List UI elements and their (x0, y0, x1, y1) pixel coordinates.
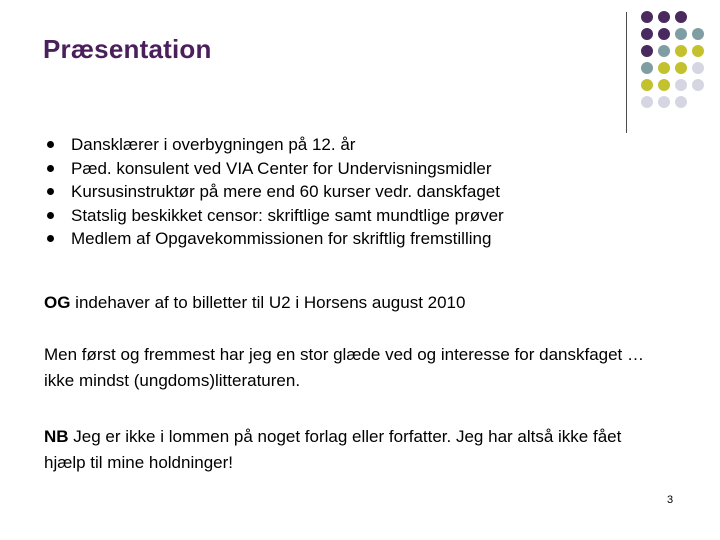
decorative-dot (675, 45, 687, 57)
bullet-icon (47, 188, 54, 195)
decorative-dot (641, 45, 653, 57)
decorative-dot (658, 28, 670, 40)
decorative-dot (658, 45, 670, 57)
bullet-icon (47, 212, 54, 219)
divider-line (626, 12, 627, 133)
paragraph-bold-lead: OG (44, 293, 71, 312)
decorative-dot (675, 62, 687, 74)
decorative-dot (658, 11, 670, 23)
paragraph-interest (44, 342, 664, 394)
list-item-text: Pæd. konsulent ved VIA Center for Undervisningsmidler (71, 158, 492, 178)
list-item-text: Medlem af Opgavekommissionen for skriftlig fremstilling (71, 229, 492, 248)
decorative-dot (641, 28, 653, 40)
list-item-text: Kursusinstruktør på mere end 60 kurser vedr. danskfaget (71, 182, 500, 201)
bullet-list (44, 133, 504, 251)
decorative-dot (658, 62, 670, 74)
decorative-dot (692, 79, 704, 91)
decorative-dot (692, 45, 704, 57)
paragraph-text: Jeg er ikke i lommen på noget forlag eller forfatter. Jeg har altså ikke fået hjælp til mine holdninger! (44, 427, 622, 472)
list-item (44, 227, 504, 251)
list-item-text: Statslig beskikket censor: skriftlige samt mundtlige prøver (71, 205, 504, 225)
paragraph-text: Men først og fremmest har jeg en stor glæde ved og interesse for danskfaget … ikke mindst (ungdoms)litteraturen. (44, 345, 645, 390)
decorative-dot (675, 11, 687, 23)
paragraph-tickets (44, 290, 664, 316)
list-item (44, 204, 504, 228)
decorative-dot (658, 96, 670, 108)
paragraph-bold-lead: NB (44, 427, 69, 446)
decorative-dot (675, 79, 687, 91)
decorative-dot (692, 62, 704, 74)
decorative-dot (675, 96, 687, 108)
bullet-icon (47, 235, 54, 242)
decorative-dot (692, 28, 704, 40)
slide-title: Præsentation (43, 34, 212, 64)
page-number: 3 (667, 494, 674, 506)
bullet-icon (47, 165, 54, 172)
decorative-dot (675, 28, 687, 40)
decorative-dot (641, 96, 653, 108)
decorative-dot (641, 79, 653, 91)
paragraph-disclaimer (44, 424, 664, 476)
list-item (44, 180, 504, 204)
list-item-text: Dansklærer i overbygningen på 12. år (71, 135, 356, 154)
list-item (44, 157, 504, 181)
decorative-dot (641, 62, 653, 74)
paragraph-text: indehaver af to billetter til U2 i Horsens august 2010 (70, 293, 466, 312)
list-item (44, 133, 504, 157)
bullet-icon (47, 141, 54, 148)
decorative-dot (641, 11, 653, 23)
decorative-dot (658, 79, 670, 91)
